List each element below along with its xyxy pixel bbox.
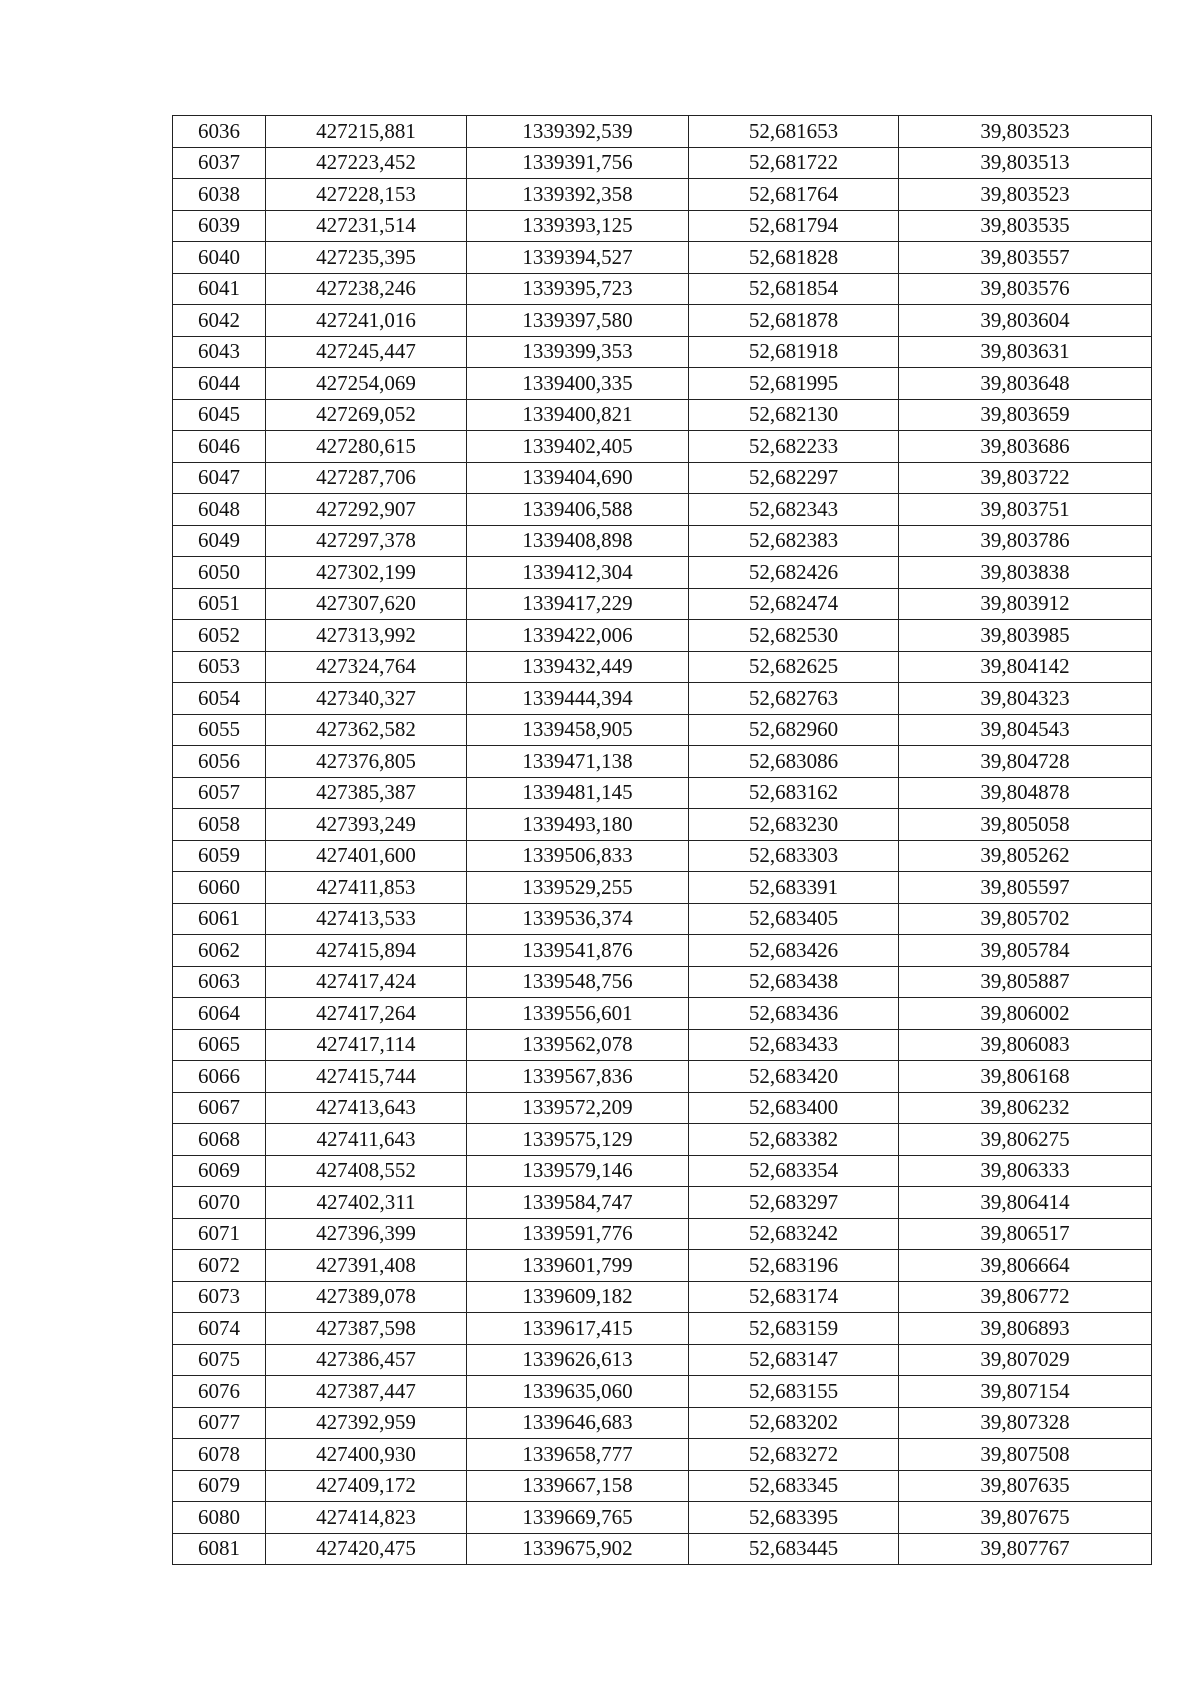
x-coordinate-cell: 427362,582 bbox=[266, 714, 467, 746]
latitude-cell: 52,683382 bbox=[689, 1124, 899, 1156]
latitude-cell: 52,683405 bbox=[689, 903, 899, 935]
table-row bbox=[173, 1533, 1152, 1565]
y-coordinate-cell: 1339400,335 bbox=[467, 368, 689, 400]
latitude-cell: 52,682625 bbox=[689, 651, 899, 683]
x-coordinate-cell: 427269,052 bbox=[266, 399, 467, 431]
x-coordinate-cell: 427387,598 bbox=[266, 1313, 467, 1345]
point-number-cell: 6052 bbox=[173, 620, 266, 652]
y-coordinate-cell: 1339493,180 bbox=[467, 809, 689, 841]
x-coordinate-cell: 427400,930 bbox=[266, 1439, 467, 1471]
longitude-cell: 39,807029 bbox=[899, 1344, 1152, 1376]
latitude-cell: 52,682233 bbox=[689, 431, 899, 463]
x-coordinate-cell: 427396,399 bbox=[266, 1218, 467, 1250]
latitude-cell: 52,683196 bbox=[689, 1250, 899, 1282]
y-coordinate-cell: 1339609,182 bbox=[467, 1281, 689, 1313]
x-coordinate-cell: 427254,069 bbox=[266, 368, 467, 400]
table-row bbox=[173, 840, 1152, 872]
y-coordinate-cell: 1339529,255 bbox=[467, 872, 689, 904]
x-coordinate-cell: 427340,327 bbox=[266, 683, 467, 715]
x-coordinate-cell: 427223,452 bbox=[266, 147, 467, 179]
point-number-cell: 6079 bbox=[173, 1470, 266, 1502]
x-coordinate-cell: 427235,395 bbox=[266, 242, 467, 274]
table-row bbox=[173, 242, 1152, 274]
latitude-cell: 52,683345 bbox=[689, 1470, 899, 1502]
x-coordinate-cell: 427228,153 bbox=[266, 179, 467, 211]
table-row bbox=[173, 1250, 1152, 1282]
y-coordinate-cell: 1339408,898 bbox=[467, 525, 689, 557]
y-coordinate-cell: 1339635,060 bbox=[467, 1376, 689, 1408]
y-coordinate-cell: 1339667,158 bbox=[467, 1470, 689, 1502]
table-row bbox=[173, 462, 1152, 494]
latitude-cell: 52,683420 bbox=[689, 1061, 899, 1093]
longitude-cell: 39,803523 bbox=[899, 179, 1152, 211]
longitude-cell: 39,803686 bbox=[899, 431, 1152, 463]
longitude-cell: 39,807635 bbox=[899, 1470, 1152, 1502]
point-number-cell: 6038 bbox=[173, 179, 266, 211]
point-number-cell: 6057 bbox=[173, 777, 266, 809]
table-row bbox=[173, 935, 1152, 967]
y-coordinate-cell: 1339658,777 bbox=[467, 1439, 689, 1471]
table-row bbox=[173, 116, 1152, 148]
point-number-cell: 6036 bbox=[173, 116, 266, 148]
y-coordinate-cell: 1339506,833 bbox=[467, 840, 689, 872]
longitude-cell: 39,806083 bbox=[899, 1029, 1152, 1061]
table-row bbox=[173, 1470, 1152, 1502]
point-number-cell: 6075 bbox=[173, 1344, 266, 1376]
longitude-cell: 39,803985 bbox=[899, 620, 1152, 652]
point-number-cell: 6071 bbox=[173, 1218, 266, 1250]
x-coordinate-cell: 427238,246 bbox=[266, 273, 467, 305]
longitude-cell: 39,804323 bbox=[899, 683, 1152, 715]
x-coordinate-cell: 427387,447 bbox=[266, 1376, 467, 1408]
point-number-cell: 6072 bbox=[173, 1250, 266, 1282]
x-coordinate-cell: 427376,805 bbox=[266, 746, 467, 778]
latitude-cell: 52,681828 bbox=[689, 242, 899, 274]
point-number-cell: 6063 bbox=[173, 966, 266, 998]
latitude-cell: 52,683147 bbox=[689, 1344, 899, 1376]
y-coordinate-cell: 1339481,145 bbox=[467, 777, 689, 809]
point-number-cell: 6062 bbox=[173, 935, 266, 967]
longitude-cell: 39,804728 bbox=[899, 746, 1152, 778]
longitude-cell: 39,806893 bbox=[899, 1313, 1152, 1345]
longitude-cell: 39,807675 bbox=[899, 1502, 1152, 1534]
table-row bbox=[173, 431, 1152, 463]
point-number-cell: 6066 bbox=[173, 1061, 266, 1093]
point-number-cell: 6077 bbox=[173, 1407, 266, 1439]
point-number-cell: 6069 bbox=[173, 1155, 266, 1187]
point-number-cell: 6037 bbox=[173, 147, 266, 179]
longitude-cell: 39,803631 bbox=[899, 336, 1152, 368]
latitude-cell: 52,682763 bbox=[689, 683, 899, 715]
latitude-cell: 52,683391 bbox=[689, 872, 899, 904]
latitude-cell: 52,683400 bbox=[689, 1092, 899, 1124]
table-row bbox=[173, 1029, 1152, 1061]
x-coordinate-cell: 427241,016 bbox=[266, 305, 467, 337]
point-number-cell: 6058 bbox=[173, 809, 266, 841]
table-row bbox=[173, 966, 1152, 998]
x-coordinate-cell: 427302,199 bbox=[266, 557, 467, 589]
table-body bbox=[173, 116, 1152, 1565]
longitude-cell: 39,803838 bbox=[899, 557, 1152, 589]
x-coordinate-cell: 427401,600 bbox=[266, 840, 467, 872]
x-coordinate-cell: 427287,706 bbox=[266, 462, 467, 494]
y-coordinate-cell: 1339584,747 bbox=[467, 1187, 689, 1219]
x-coordinate-cell: 427386,457 bbox=[266, 1344, 467, 1376]
y-coordinate-cell: 1339675,902 bbox=[467, 1533, 689, 1565]
table-row bbox=[173, 714, 1152, 746]
point-number-cell: 6056 bbox=[173, 746, 266, 778]
point-number-cell: 6042 bbox=[173, 305, 266, 337]
point-number-cell: 6067 bbox=[173, 1092, 266, 1124]
longitude-cell: 39,803722 bbox=[899, 462, 1152, 494]
table-row bbox=[173, 525, 1152, 557]
latitude-cell: 52,682297 bbox=[689, 462, 899, 494]
y-coordinate-cell: 1339562,078 bbox=[467, 1029, 689, 1061]
table-row bbox=[173, 368, 1152, 400]
x-coordinate-cell: 427408,552 bbox=[266, 1155, 467, 1187]
longitude-cell: 39,806664 bbox=[899, 1250, 1152, 1282]
point-number-cell: 6039 bbox=[173, 210, 266, 242]
latitude-cell: 52,683395 bbox=[689, 1502, 899, 1534]
table-row bbox=[173, 1061, 1152, 1093]
x-coordinate-cell: 427307,620 bbox=[266, 588, 467, 620]
latitude-cell: 52,683433 bbox=[689, 1029, 899, 1061]
x-coordinate-cell: 427415,744 bbox=[266, 1061, 467, 1093]
y-coordinate-cell: 1339601,799 bbox=[467, 1250, 689, 1282]
y-coordinate-cell: 1339395,723 bbox=[467, 273, 689, 305]
point-number-cell: 6050 bbox=[173, 557, 266, 589]
table-row bbox=[173, 399, 1152, 431]
longitude-cell: 39,807508 bbox=[899, 1439, 1152, 1471]
y-coordinate-cell: 1339556,601 bbox=[467, 998, 689, 1030]
point-number-cell: 6044 bbox=[173, 368, 266, 400]
longitude-cell: 39,803535 bbox=[899, 210, 1152, 242]
y-coordinate-cell: 1339422,006 bbox=[467, 620, 689, 652]
x-coordinate-cell: 427409,172 bbox=[266, 1470, 467, 1502]
y-coordinate-cell: 1339669,765 bbox=[467, 1502, 689, 1534]
y-coordinate-cell: 1339406,588 bbox=[467, 494, 689, 526]
table-row bbox=[173, 872, 1152, 904]
latitude-cell: 52,682343 bbox=[689, 494, 899, 526]
longitude-cell: 39,806275 bbox=[899, 1124, 1152, 1156]
table-row bbox=[173, 1092, 1152, 1124]
x-coordinate-cell: 427417,114 bbox=[266, 1029, 467, 1061]
latitude-cell: 52,683272 bbox=[689, 1439, 899, 1471]
y-coordinate-cell: 1339579,146 bbox=[467, 1155, 689, 1187]
point-number-cell: 6045 bbox=[173, 399, 266, 431]
y-coordinate-cell: 1339402,405 bbox=[467, 431, 689, 463]
table-row bbox=[173, 1313, 1152, 1345]
point-number-cell: 6048 bbox=[173, 494, 266, 526]
point-number-cell: 6081 bbox=[173, 1533, 266, 1565]
latitude-cell: 52,681878 bbox=[689, 305, 899, 337]
longitude-cell: 39,803648 bbox=[899, 368, 1152, 400]
table-row bbox=[173, 179, 1152, 211]
latitude-cell: 52,682474 bbox=[689, 588, 899, 620]
point-number-cell: 6046 bbox=[173, 431, 266, 463]
latitude-cell: 52,681854 bbox=[689, 273, 899, 305]
table-row bbox=[173, 588, 1152, 620]
y-coordinate-cell: 1339471,138 bbox=[467, 746, 689, 778]
latitude-cell: 52,682530 bbox=[689, 620, 899, 652]
point-number-cell: 6054 bbox=[173, 683, 266, 715]
x-coordinate-cell: 427417,424 bbox=[266, 966, 467, 998]
table-row bbox=[173, 903, 1152, 935]
table-row bbox=[173, 210, 1152, 242]
longitude-cell: 39,806168 bbox=[899, 1061, 1152, 1093]
x-coordinate-cell: 427297,378 bbox=[266, 525, 467, 557]
point-number-cell: 6061 bbox=[173, 903, 266, 935]
longitude-cell: 39,803557 bbox=[899, 242, 1152, 274]
latitude-cell: 52,682383 bbox=[689, 525, 899, 557]
x-coordinate-cell: 427231,514 bbox=[266, 210, 467, 242]
table-row bbox=[173, 1187, 1152, 1219]
point-number-cell: 6074 bbox=[173, 1313, 266, 1345]
point-number-cell: 6049 bbox=[173, 525, 266, 557]
latitude-cell: 52,683303 bbox=[689, 840, 899, 872]
x-coordinate-cell: 427215,881 bbox=[266, 116, 467, 148]
x-coordinate-cell: 427313,992 bbox=[266, 620, 467, 652]
longitude-cell: 39,803912 bbox=[899, 588, 1152, 620]
table-row bbox=[173, 494, 1152, 526]
longitude-cell: 39,805784 bbox=[899, 935, 1152, 967]
table-row bbox=[173, 1281, 1152, 1313]
x-coordinate-cell: 427417,264 bbox=[266, 998, 467, 1030]
latitude-cell: 52,683159 bbox=[689, 1313, 899, 1345]
y-coordinate-cell: 1339412,304 bbox=[467, 557, 689, 589]
x-coordinate-cell: 427391,408 bbox=[266, 1250, 467, 1282]
table-row bbox=[173, 1502, 1152, 1534]
longitude-cell: 39,807767 bbox=[899, 1533, 1152, 1565]
y-coordinate-cell: 1339392,539 bbox=[467, 116, 689, 148]
table-row bbox=[173, 777, 1152, 809]
latitude-cell: 52,683202 bbox=[689, 1407, 899, 1439]
table-row bbox=[173, 683, 1152, 715]
x-coordinate-cell: 427402,311 bbox=[266, 1187, 467, 1219]
point-number-cell: 6040 bbox=[173, 242, 266, 274]
y-coordinate-cell: 1339541,876 bbox=[467, 935, 689, 967]
coordinates-table-container bbox=[172, 115, 1200, 1565]
point-number-cell: 6060 bbox=[173, 872, 266, 904]
y-coordinate-cell: 1339617,415 bbox=[467, 1313, 689, 1345]
point-number-cell: 6041 bbox=[173, 273, 266, 305]
point-number-cell: 6078 bbox=[173, 1439, 266, 1471]
longitude-cell: 39,803576 bbox=[899, 273, 1152, 305]
point-number-cell: 6070 bbox=[173, 1187, 266, 1219]
latitude-cell: 52,683242 bbox=[689, 1218, 899, 1250]
longitude-cell: 39,807328 bbox=[899, 1407, 1152, 1439]
x-coordinate-cell: 427385,387 bbox=[266, 777, 467, 809]
latitude-cell: 52,681653 bbox=[689, 116, 899, 148]
longitude-cell: 39,803751 bbox=[899, 494, 1152, 526]
point-number-cell: 6076 bbox=[173, 1376, 266, 1408]
y-coordinate-cell: 1339626,613 bbox=[467, 1344, 689, 1376]
longitude-cell: 39,803786 bbox=[899, 525, 1152, 557]
longitude-cell: 39,807154 bbox=[899, 1376, 1152, 1408]
latitude-cell: 52,683426 bbox=[689, 935, 899, 967]
point-number-cell: 6059 bbox=[173, 840, 266, 872]
point-number-cell: 6053 bbox=[173, 651, 266, 683]
point-number-cell: 6055 bbox=[173, 714, 266, 746]
point-number-cell: 6068 bbox=[173, 1124, 266, 1156]
table-row bbox=[173, 147, 1152, 179]
x-coordinate-cell: 427393,249 bbox=[266, 809, 467, 841]
latitude-cell: 52,683174 bbox=[689, 1281, 899, 1313]
y-coordinate-cell: 1339394,527 bbox=[467, 242, 689, 274]
x-coordinate-cell: 427280,615 bbox=[266, 431, 467, 463]
table-row bbox=[173, 1155, 1152, 1187]
latitude-cell: 52,683162 bbox=[689, 777, 899, 809]
longitude-cell: 39,805058 bbox=[899, 809, 1152, 841]
latitude-cell: 52,681995 bbox=[689, 368, 899, 400]
x-coordinate-cell: 427413,533 bbox=[266, 903, 467, 935]
latitude-cell: 52,681918 bbox=[689, 336, 899, 368]
latitude-cell: 52,682960 bbox=[689, 714, 899, 746]
latitude-cell: 52,682130 bbox=[689, 399, 899, 431]
longitude-cell: 39,805597 bbox=[899, 872, 1152, 904]
latitude-cell: 52,681722 bbox=[689, 147, 899, 179]
longitude-cell: 39,805262 bbox=[899, 840, 1152, 872]
point-number-cell: 6047 bbox=[173, 462, 266, 494]
point-number-cell: 6073 bbox=[173, 1281, 266, 1313]
coordinates-table bbox=[172, 115, 1152, 1565]
longitude-cell: 39,803523 bbox=[899, 116, 1152, 148]
x-coordinate-cell: 427413,643 bbox=[266, 1092, 467, 1124]
longitude-cell: 39,805702 bbox=[899, 903, 1152, 935]
table-row bbox=[173, 809, 1152, 841]
x-coordinate-cell: 427292,907 bbox=[266, 494, 467, 526]
x-coordinate-cell: 427245,447 bbox=[266, 336, 467, 368]
point-number-cell: 6051 bbox=[173, 588, 266, 620]
table-row bbox=[173, 1218, 1152, 1250]
y-coordinate-cell: 1339432,449 bbox=[467, 651, 689, 683]
table-row bbox=[173, 620, 1152, 652]
longitude-cell: 39,804142 bbox=[899, 651, 1152, 683]
y-coordinate-cell: 1339400,821 bbox=[467, 399, 689, 431]
y-coordinate-cell: 1339458,905 bbox=[467, 714, 689, 746]
y-coordinate-cell: 1339572,209 bbox=[467, 1092, 689, 1124]
x-coordinate-cell: 427389,078 bbox=[266, 1281, 467, 1313]
table-row bbox=[173, 998, 1152, 1030]
latitude-cell: 52,683086 bbox=[689, 746, 899, 778]
table-row bbox=[173, 273, 1152, 305]
table-row bbox=[173, 1344, 1152, 1376]
y-coordinate-cell: 1339575,129 bbox=[467, 1124, 689, 1156]
x-coordinate-cell: 427392,959 bbox=[266, 1407, 467, 1439]
point-number-cell: 6064 bbox=[173, 998, 266, 1030]
y-coordinate-cell: 1339548,756 bbox=[467, 966, 689, 998]
latitude-cell: 52,683354 bbox=[689, 1155, 899, 1187]
latitude-cell: 52,683230 bbox=[689, 809, 899, 841]
point-number-cell: 6065 bbox=[173, 1029, 266, 1061]
y-coordinate-cell: 1339392,358 bbox=[467, 179, 689, 211]
latitude-cell: 52,683436 bbox=[689, 998, 899, 1030]
y-coordinate-cell: 1339391,756 bbox=[467, 147, 689, 179]
longitude-cell: 39,803659 bbox=[899, 399, 1152, 431]
x-coordinate-cell: 427414,823 bbox=[266, 1502, 467, 1534]
longitude-cell: 39,803513 bbox=[899, 147, 1152, 179]
y-coordinate-cell: 1339567,836 bbox=[467, 1061, 689, 1093]
y-coordinate-cell: 1339404,690 bbox=[467, 462, 689, 494]
y-coordinate-cell: 1339417,229 bbox=[467, 588, 689, 620]
y-coordinate-cell: 1339397,580 bbox=[467, 305, 689, 337]
point-number-cell: 6043 bbox=[173, 336, 266, 368]
y-coordinate-cell: 1339393,125 bbox=[467, 210, 689, 242]
point-number-cell: 6080 bbox=[173, 1502, 266, 1534]
table-row bbox=[173, 336, 1152, 368]
y-coordinate-cell: 1339536,374 bbox=[467, 903, 689, 935]
table-row bbox=[173, 1124, 1152, 1156]
y-coordinate-cell: 1339646,683 bbox=[467, 1407, 689, 1439]
latitude-cell: 52,683297 bbox=[689, 1187, 899, 1219]
longitude-cell: 39,805887 bbox=[899, 966, 1152, 998]
x-coordinate-cell: 427324,764 bbox=[266, 651, 467, 683]
longitude-cell: 39,806772 bbox=[899, 1281, 1152, 1313]
latitude-cell: 52,682426 bbox=[689, 557, 899, 589]
y-coordinate-cell: 1339591,776 bbox=[467, 1218, 689, 1250]
latitude-cell: 52,683155 bbox=[689, 1376, 899, 1408]
table-row bbox=[173, 305, 1152, 337]
latitude-cell: 52,683445 bbox=[689, 1533, 899, 1565]
longitude-cell: 39,806232 bbox=[899, 1092, 1152, 1124]
latitude-cell: 52,683438 bbox=[689, 966, 899, 998]
latitude-cell: 52,681764 bbox=[689, 179, 899, 211]
longitude-cell: 39,804543 bbox=[899, 714, 1152, 746]
table-row bbox=[173, 557, 1152, 589]
y-coordinate-cell: 1339444,394 bbox=[467, 683, 689, 715]
table-row bbox=[173, 1407, 1152, 1439]
x-coordinate-cell: 427411,643 bbox=[266, 1124, 467, 1156]
longitude-cell: 39,803604 bbox=[899, 305, 1152, 337]
longitude-cell: 39,806414 bbox=[899, 1187, 1152, 1219]
longitude-cell: 39,806517 bbox=[899, 1218, 1152, 1250]
x-coordinate-cell: 427420,475 bbox=[266, 1533, 467, 1565]
table-row bbox=[173, 1376, 1152, 1408]
table-row bbox=[173, 746, 1152, 778]
y-coordinate-cell: 1339399,353 bbox=[467, 336, 689, 368]
longitude-cell: 39,804878 bbox=[899, 777, 1152, 809]
latitude-cell: 52,681794 bbox=[689, 210, 899, 242]
table-row bbox=[173, 651, 1152, 683]
longitude-cell: 39,806333 bbox=[899, 1155, 1152, 1187]
x-coordinate-cell: 427415,894 bbox=[266, 935, 467, 967]
table-row bbox=[173, 1439, 1152, 1471]
x-coordinate-cell: 427411,853 bbox=[266, 872, 467, 904]
longitude-cell: 39,806002 bbox=[899, 998, 1152, 1030]
